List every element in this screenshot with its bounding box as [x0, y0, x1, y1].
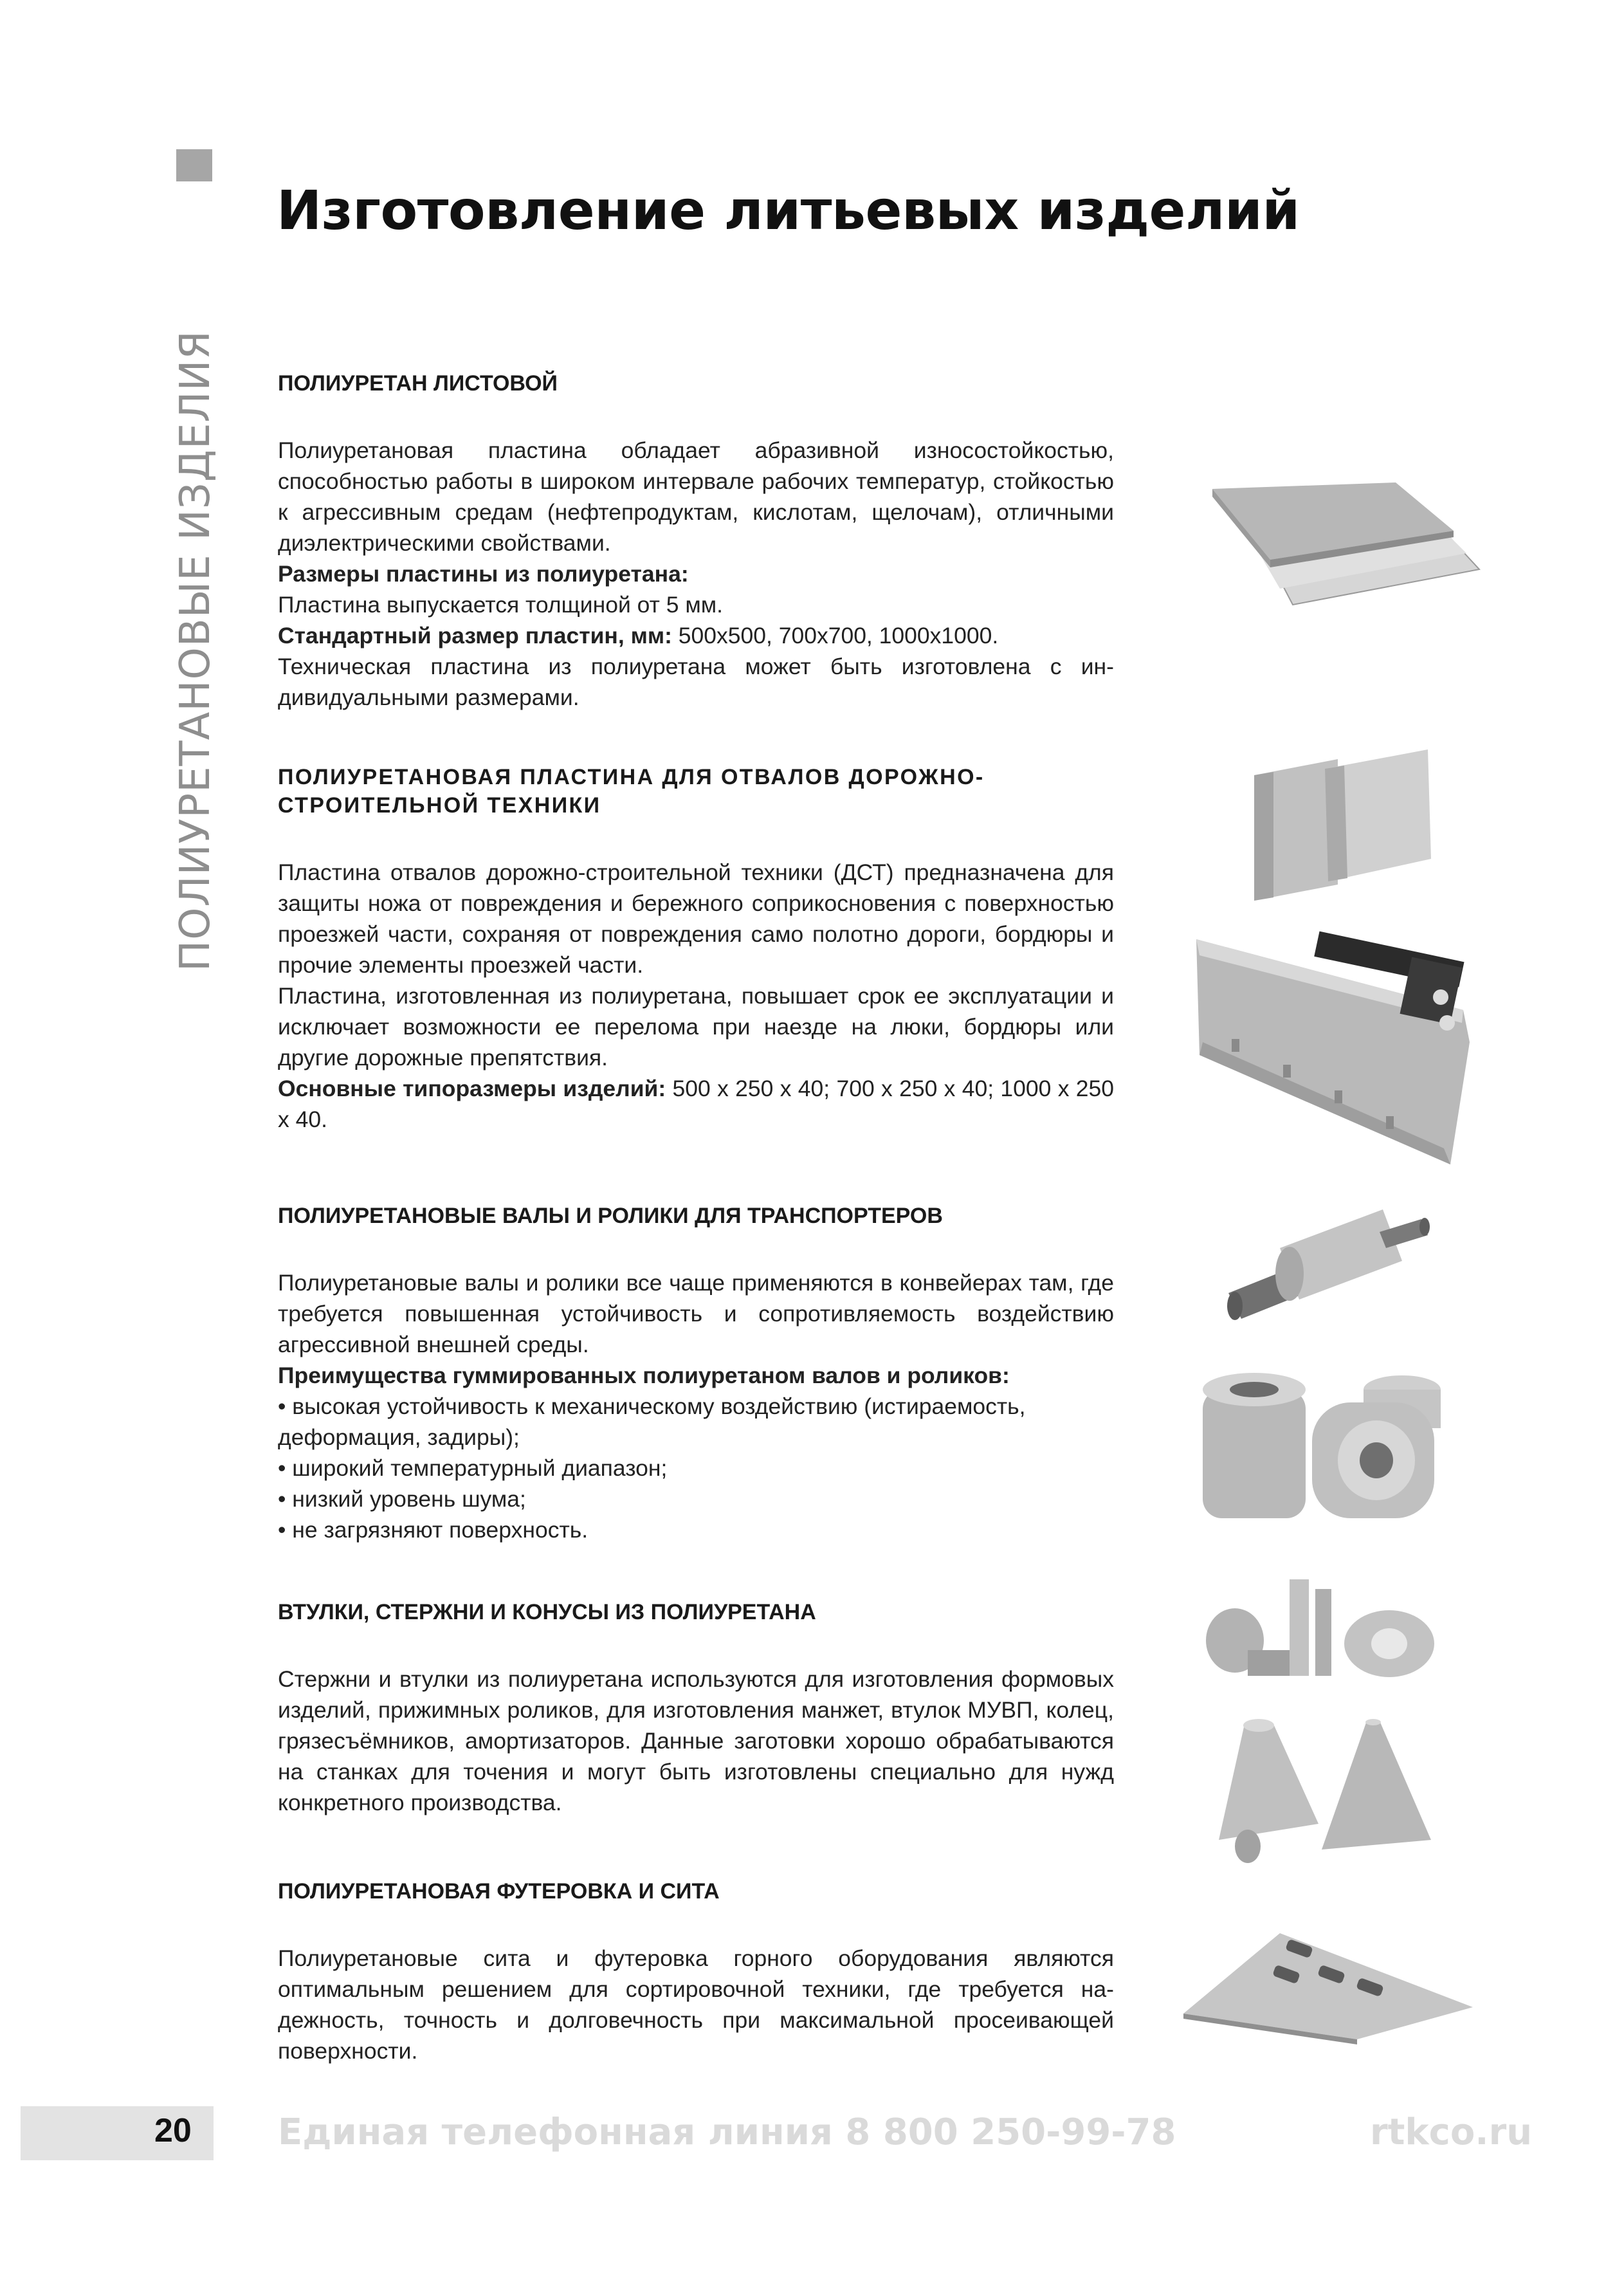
section-heading: ВТУЛКИ, СТЕРЖНИ И КОНУСЫ ИЗ ПОЛИУРЕТАНА [278, 1600, 816, 1624]
section-heading: ПОЛИУРЕТАНОВАЯ ФУТЕРОВКА И СИТА [278, 1879, 720, 1904]
blade-with-plate-image [1193, 926, 1495, 1164]
section-heading: ПОЛИУРЕТАНОВАЯ ПЛАСТИНА ДЛЯ ОТВАЛОВ ДОРОЖНО-СТРОИТЕЛЬНОЙ ТЕХНИКИ [278, 765, 985, 818]
footer-phone-line: Единая телефонная линия 8 800 250-99-78 [278, 2111, 1176, 2153]
section-rollers [278, 1202, 1114, 1545]
bullet-item: • высокая устойчивость к механическому воздействию (истираемость, деформация, задиры); [278, 1393, 1026, 1450]
bullet-item: • широкий температурный диапазон; [278, 1455, 668, 1481]
page-number: 20 [154, 2112, 192, 2149]
custom-size-text: Техническая пластина из полиуретана может быть изготовлена с индивидуальными размерами. [278, 654, 1114, 710]
sizes-heading: Размеры пластины из полиуретана: [278, 561, 689, 587]
bullet-item: • не загрязняют поверхность. [278, 1517, 588, 1543]
bushings-image [1196, 1570, 1441, 1679]
advantages-heading: Преимущества гуммированных полиуретаном валов и роликов: [278, 1363, 1010, 1388]
section-blade-plate [278, 763, 1114, 1135]
thickness-text: Пластина выпускается толщиной от 5 мм. [278, 592, 724, 618]
blade-plates-image [1248, 746, 1441, 907]
section-paragraph: Стержни и втулки из полиуретана используются для изготовления формовых изделий, прижимных роликов, для изготовления манжет, втулок МУВП, колец, грязесъёмников, амортизаторов. Данные заготовки хорошо обрабатываются на станках для точения и могут быть изготовлены специально для нужд конкретного производства. [278, 1666, 1114, 1815]
section-bushings [278, 1598, 1114, 1818]
section-heading: ПОЛИУРЕТАН ЛИСТОВОЙ [278, 371, 558, 396]
rollers-image [1190, 1364, 1460, 1531]
section-heading: ПОЛИУРЕТАНОВЫЕ ВАЛЫ И РОЛИКИ ДЛЯ ТРАНСПОРТЕРОВ [278, 1204, 943, 1228]
screen-lining-image [1177, 1917, 1473, 2046]
section-paragraph: Пластина, изготовленная из полиуретана, повышает срок ее эксплуатации и исключает возможности ее перелома при наезде на люки, бордюры или другие дорожные препятствия. [278, 983, 1114, 1070]
polyurethane-sheet-image [1196, 457, 1492, 630]
section-sheet-polyurethane [278, 369, 1114, 713]
roller-shaft-image [1216, 1197, 1434, 1325]
section-paragraph: Полиуретановые сита и футеровка горного оборудования являются оптимальным решением для сортировочной техники, где требуется надежность, точность и долговечность при максимальной просеивающей поверхности. [278, 1945, 1114, 2064]
section-paragraph: Пластина отвалов дорожно-строительной техники (ДСТ) предназначена для защиты ножа от повреждения и бережного соприкосновения с поверхностью проезжей части, сохраняя от повреждения само полотно дороги, бордюры и прочие элементы проезжей части. [278, 859, 1114, 978]
section-paragraph: Полиуретановые валы и ролики все чаще применяются в конвейерах там, где требуется повышенная устойчивость и сопротивляемость воздействию агрессивной внешней среды. [278, 1270, 1114, 1357]
sizes-value: 500 x 250 x 40; 700 x 250 x 40; 1000 x 250 x 40. [278, 1076, 1114, 1132]
sizes-label: Основные типоразмеры изделий: [278, 1076, 666, 1101]
side-tab-marker [176, 149, 212, 181]
footer-website[interactable]: rtkco.ru [1370, 2111, 1533, 2153]
cones-image [1206, 1711, 1437, 1866]
standard-size-label: Стандартный размер пластин, мм: [278, 623, 672, 648]
section-paragraph: Полиуретановая пластина обладает абразивной износостойкостью, способностью работы в широком интервале рабочих температур, стойкостью к агрессивным средам (нефтепродуктам, кислотам, щелочам), отличными диэлектрическими свойствами. [278, 437, 1114, 556]
standard-size-value: 500x500, 700x700, 1000x1000. [671, 623, 999, 648]
side-section-label: ПОЛИУРЕТАНОВЫЕ ИЗДЕЛИЯ [172, 330, 219, 971]
bullet-item: • низкий уровень шума; [278, 1486, 526, 1512]
section-lining [278, 1877, 1114, 2066]
page-title: Изготовление литьевых изделий [277, 179, 1300, 242]
